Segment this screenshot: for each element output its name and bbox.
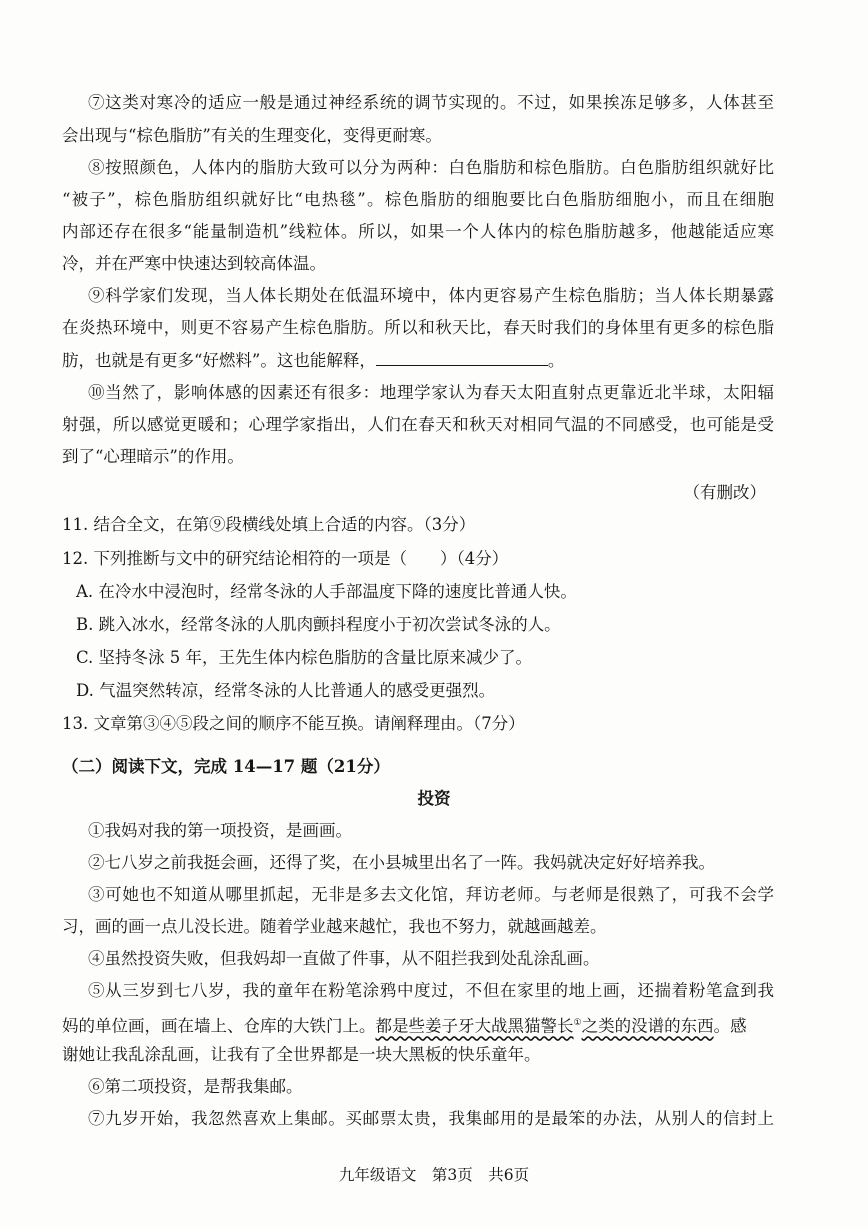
footnote-marker: ① [573,1018,582,1028]
question-12-option-d: D. 气温突然转凉，经常冬泳的人比普通人的感受更强烈。 [76,681,496,700]
question-12-option-c: C. 坚持冬泳 5 年，王先生体内棕色脂肪的含量比原来减少了。 [76,648,533,667]
paragraph-10-line-3: 到了“心理暗示”的作用。 [62,447,244,466]
story-5-text-end: 。感 [713,1016,747,1036]
story-paragraph-3-line-1: ③可她也不知道从哪里抓起，无非是多去文化馆，拜访老师。与老师是很熟了，可我不会学 [88,885,774,904]
paragraph-9-end: 。 [547,351,565,370]
fill-in-blank[interactable] [376,351,548,366]
wavy-underlined-text: 都是些姜子牙大战黑猫警长 [375,1016,574,1036]
paragraph-8-line-1: ⑧按照颜色，人体内的脂肪大致可以分为两种：白色脂肪和棕色脂肪。白色脂肪组织就好比 [88,158,774,177]
paragraph-10-line-1: ⑩当然了，影响体感的因素还有很多：地理学家认为春天太阳直射点更靠近北半球，太阳辐 [88,383,774,402]
question-11: 11. 结合全文，在第⑨段横线处填上合适的内容。（3分） [62,515,476,534]
question-13: 13. 文章第③④⑤段之间的顺序不能互换。请阐释理由。（7分） [62,714,525,733]
paragraph-8-line-2: “被子”，棕色脂肪组织就好比“电热毯”。棕色脂肪的细胞要比白色脂肪细胞小，而且在细胞 [62,190,774,209]
paragraph-8-line-4: 冷，并在严寒中快速达到较高体温。 [62,254,326,273]
paragraph-7-line-1: ⑦这类对寒冷的适应一般是通过神经系统的调节实现的。不过，如果挨冻足够多，人体甚至 [88,93,774,112]
story-paragraph-5-line-3: 谢她让我乱涂乱画，让我有了全世界都是一块大黑板的快乐童年。 [62,1045,541,1064]
story-paragraph-5-line-2 [62,1012,774,1038]
paragraph-9-line-1: ⑨科学家们发现，当人体长期处在低温环境中，体内更容易产生棕色脂肪；当人体长期暴露 [88,286,774,305]
story-paragraph-1: ①我妈对我的第一项投资，是画画。 [88,821,352,840]
story-paragraph-5-line-1: ⑤从三岁到七八岁，我的童年在粉笔涂鸦中度过，不但在家里的地上画，还揣着粉笔盒到我 [88,981,774,1000]
source-note: （有删改） [683,483,766,502]
question-12-option-b: B. 跳入冰水，经常冬泳的人肌肉颤抖程度小于初次尝试冬泳的人。 [76,615,561,634]
story-title: 投资 [417,789,451,808]
page-footer: 九年级语文 第3页 共6页 [338,1166,530,1184]
question-12-option-a: A. 在冷水中浸泡时，经常冬泳的人手部温度下降的速度比普通人快。 [76,582,577,601]
question-12: 12. 下列推断与文中的研究结论相符的一项是（ ）（4分） [62,549,509,568]
wavy-underlined-text-2: 之类的没谱的东西 [581,1016,714,1036]
paragraph-9-line-2: 在炎热环境中，则更不容易产生棕色脂肪。所以和秋天比，春天时我们的身体里有更多的棕色脂 [62,318,774,337]
paragraph-10-line-2: 射强，所以感觉更暖和；心理学家指出，人们在春天和秋天对相同气温的不同感受，也可能是受 [62,415,774,434]
paragraph-8-line-3: 内部还存在很多“能量制造机”线粒体。所以，如果一个人体内的棕色脂肪越多，他越能适应寒 [62,222,774,241]
paragraph-7-line-2: 会出现与“棕色脂肪”有关的生理变化，变得更耐寒。 [62,126,442,145]
story-paragraph-2: ②七八岁之前我挺会画，还得了奖，在小县城里出名了一阵。我妈就决定好好培养我。 [88,853,715,872]
story-paragraph-4: ④虽然投资失败，但我妈却一直做了件事，从不阻拦我到处乱涂乱画。 [88,949,600,968]
story-paragraph-7-line-1: ⑦九岁开始，我忽然喜欢上集邮。买邮票太贵，我集邮用的是最笨的办法，从别人的信封上 [88,1109,774,1128]
paragraph-9-text: 肪，也就是有更多“好燃料”。这也能解释， [62,351,376,370]
story-paragraph-6: ⑥第二项投资，是帮我集邮。 [88,1077,303,1096]
story-paragraph-3-line-2: 习，画的画一点儿没长进。随着学业越来越忙，我也不努力，就越画越差。 [62,917,607,936]
section-2-heading: （二）阅读下文，完成 14—17 题（21分） [62,757,390,776]
paragraph-9-line-3 [62,350,774,372]
story-5-text: 妈的单位画，画在墙上、仓库的大铁门上。 [62,1016,376,1036]
